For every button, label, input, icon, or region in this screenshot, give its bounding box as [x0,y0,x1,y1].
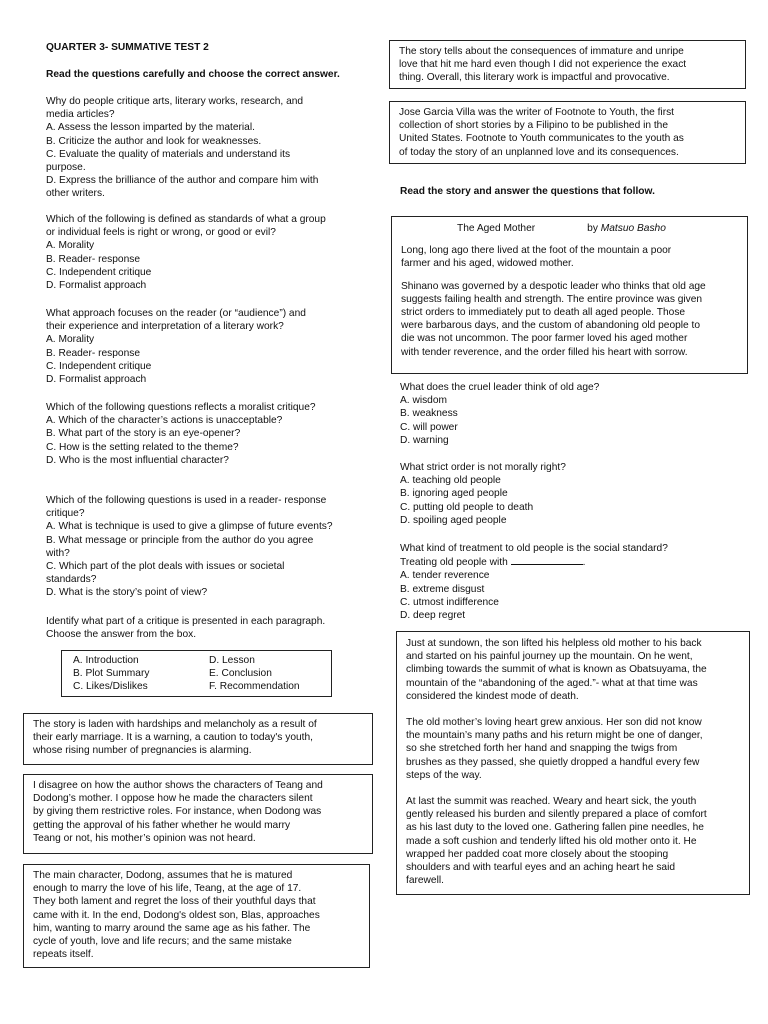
option[interactable]: purpose. [46,162,86,174]
option[interactable]: A. wisdom [400,395,447,407]
option[interactable]: C. Which part of the plot deals with issues or societal [46,561,285,573]
story-line: the mountain’s many paths and his return might be one of danger, [406,730,703,742]
option[interactable]: B. weakness [400,408,458,420]
answer-blank[interactable] [511,555,583,565]
paragraph-line: of today the story of an unplanned love and its consequences. [399,146,679,158]
story-line: The old mother’s loving heart grew anxious. Her son did not know [406,717,702,729]
choice-item: B. Plot Summary [73,668,150,680]
question-stem: Which of the following is defined as standards of what a group [46,214,326,225]
option[interactable]: D. Formalist approach [46,280,147,292]
option[interactable]: C. How is the setting related to the theme? [46,441,239,453]
option[interactable]: B. Reader- response [46,347,141,359]
paragraph-box [23,713,373,765]
author-name: Matsuo Basho [600,223,666,234]
option[interactable]: B. ignoring aged people [400,488,508,500]
identify-instruction [46,615,325,641]
question-4 [46,401,316,467]
story-line: and started on his painful journey up the mountain. On he went, [406,651,693,663]
paragraph-line: cycle of youth, love and life recurs; and the same mistake [33,936,292,948]
story-line: Shinano was governed by a despotic leader who thinks that old age [401,280,706,292]
question-stem: or individual feels is right or wrong, or good or evil? [46,227,276,239]
question-stem: their experience and interpretation of a literary work? [46,321,284,333]
option[interactable]: A. Assess the lesson imparted by the material. [46,122,255,134]
paragraph-box [389,101,746,164]
paragraph-line: came with it. In the end, Dodong's oldest son, Blas, approaches [33,909,320,921]
story-line: die was not uncommon. The poor farmer loved his aged mother [401,333,688,345]
story-box [391,216,748,374]
story-line: considered the kindest mode of death. [406,690,579,702]
story-title: The Aged Mother [457,223,536,234]
option[interactable]: D. Formalist approach [46,374,147,386]
paragraph-line: their early marriage. It is a warning, a caution to today's youth, [33,732,313,744]
paragraph-line: love that hit me hard even though I did not experience the exact [399,59,687,71]
question-stem: critique? [46,508,85,520]
choice-item: F. Recommendation [209,681,300,693]
option[interactable]: B. What message or principle from the author do you agree [46,534,314,546]
choice-item: C. Likes/Dislikes [73,681,148,693]
question-stem: media articles? [46,109,115,121]
option[interactable]: B. extreme disgust [400,583,485,595]
option[interactable]: D. deep regret [400,610,466,622]
test-title: QUARTER 3- SUMMATIVE TEST 2 [46,42,209,53]
question-stem: Which of the following questions is used in a reader- response [46,495,327,506]
option[interactable]: D. Who is the most influential character? [46,454,229,466]
story-line: At last the summit was reached. Weary and heart sick, the youth [406,796,697,808]
instructions: Read the questions carefully and choose the correct answer. [46,69,340,80]
story-question-1 [400,381,599,447]
option[interactable]: A. Morality [46,240,95,252]
paragraph-line: I disagree on how the author shows the characters of Teang and [33,780,323,791]
story-line: gently released his burden and silently prepared a place of comfort [406,809,707,821]
paragraph-line: getting the approval of his father whether he would marry [33,819,291,831]
story-line: with tender reverence, and the order filled his heart with sorrow. [401,346,688,358]
paragraph-line: The story tells about the consequences of immature and unripe [399,46,684,57]
paragraph-line: They both lament and regret the loss of their youthful days that [33,896,316,908]
paragraph-line: thing. Overall, this literary work is impactful and provocative. [399,72,670,84]
choices-box [61,650,332,697]
paragraph-line: whose rising number of pregnancies is alarming. [33,745,252,757]
choice-item: D. Lesson [209,655,255,666]
story-question-2 [400,461,566,527]
option[interactable]: other writers. [46,188,105,200]
paragraph-line: Jose Garcia Villa was the writer of Footnote to Youth, the first [399,107,675,118]
paragraph-box [389,40,746,89]
story-line: as his last duty to the loved one. Gathering fallen pine needles, he [406,822,704,834]
paragraph-line: The main character, Dodong, assumes that he is matured [33,870,293,881]
option[interactable]: B. Reader- response [46,253,141,265]
paragraph-line: collection of short stories by a Filipino to be published in the [399,120,668,132]
paragraph-box [23,774,373,854]
story-line: mountain of the “abandoning of the aged.”- what at that time was [406,677,698,689]
story-line: were barbarous days, and the custom of abandoning old people to [401,320,701,332]
option[interactable]: B. What part of the story is an eye-opener? [46,428,241,440]
story-line: so she stretched forth her hand and snapping the twigs from [406,743,678,755]
question-1 [46,95,318,201]
option[interactable]: C. Independent critique [46,360,152,372]
story-line: farewell. [406,875,444,887]
option[interactable]: C. utmost indifference [400,596,499,608]
question-stem: What strict order is not morally right? [400,462,566,473]
option[interactable]: D. What is the story’s point of view? [46,587,208,599]
option[interactable]: A. What is technique is used to give a glimpse of future events? [46,521,333,533]
option[interactable]: A. teaching old people [400,475,501,487]
question-stem: What does the cruel leader think of old age? [400,382,600,393]
option[interactable]: A. tender reverence [400,570,490,582]
story-line: strict orders to immediately put to death all aged people. Those [401,307,686,319]
paragraph-line: Dodong’s mother. I oppose how he made the characters silent [33,793,313,805]
paragraph-line: Teang or not, his mother’s opinion was not heard. [33,832,256,844]
paragraph-line: enough to marry the love of his life, Teang, at the age of 17. [33,883,302,895]
paragraph-line: him, wanting to marry around the same age as his father. The [33,922,311,934]
story-question-3 [400,542,668,622]
option[interactable]: C. putting old people to death [400,501,534,513]
question-stem: What kind of treatment to old people is the social standard? [400,543,668,554]
story-line: wrapped her padded coat more closely about the stooping [406,848,669,860]
story-line: made a soft cushion and tenderly lifted his old mother onto it. He [406,835,697,847]
option[interactable]: C. will power [400,421,458,433]
question-stem: Which of the following questions reflects a moralist critique? [46,402,316,413]
option[interactable]: D. spoiling aged people [400,514,507,526]
option[interactable]: D. warning [400,434,449,446]
option[interactable]: A. Morality [46,334,95,346]
story-line: Long, long ago there lived at the foot of the mountain a poor [401,245,672,257]
paragraph-line: United States. Footnote to Youth communicates to the youth as [399,133,684,145]
story-instruction: Read the story and answer the questions that follow. [400,186,655,197]
question-stem: Why do people critique arts, literary works, research, and [46,96,304,107]
question-stem-line: Treating old people with . [400,557,586,569]
story-continuation-box [396,631,750,895]
option[interactable]: B. Criticize the author and look for weaknesses. [46,135,262,147]
option[interactable]: standards? [46,574,97,586]
paragraph-box [23,864,370,968]
choice-item: A. Introduction [73,655,139,666]
paragraph-line: repeats itself. [33,949,94,961]
story-line: shoulders and with tearful eyes and an aching heart he said [406,862,676,874]
paragraph-line: by giving them restrictive roles. For instance, when Dodong was [33,806,322,818]
story-line: brushes as they passed, she quietly dropped a handful every few [406,756,700,768]
identify-line: Identify what part of a critique is presented in each paragraph. [46,616,326,627]
story-author [587,222,666,235]
story-line: Just at sundown, the son lifted his helpless old mother to his back [406,638,702,649]
question-stem: What approach focuses on the reader (or “audience”) and [46,308,306,319]
story-line: steps of the way. [406,769,482,781]
story-line: climbing towards the summit of what is known as Obatsuyama, the [406,664,707,676]
option[interactable]: A. Which of the character’s actions is unacceptable? [46,415,283,427]
choice-item: E. Conclusion [209,668,272,680]
by-label: by [587,223,598,234]
identify-line: Choose the answer from the box. [46,629,197,641]
option[interactable]: C. Independent critique [46,266,152,278]
question-3 [46,307,306,386]
question-5 [46,494,333,600]
paragraph-line: The story is laden with hardships and melancholy as a result of [33,719,317,730]
story-line: suggests failing health and strength. The entire province was given [401,293,703,305]
question-2 [46,213,326,292]
option[interactable]: D. Express the brilliance of the author and compare him with [46,175,319,187]
story-header [401,222,738,235]
option[interactable]: C. Evaluate the quality of materials and understand its [46,148,291,160]
story-line: farmer and his aged, widowed mother. [401,258,574,270]
question-stem: Treating old people with [400,557,508,569]
option[interactable]: with? [46,547,70,559]
